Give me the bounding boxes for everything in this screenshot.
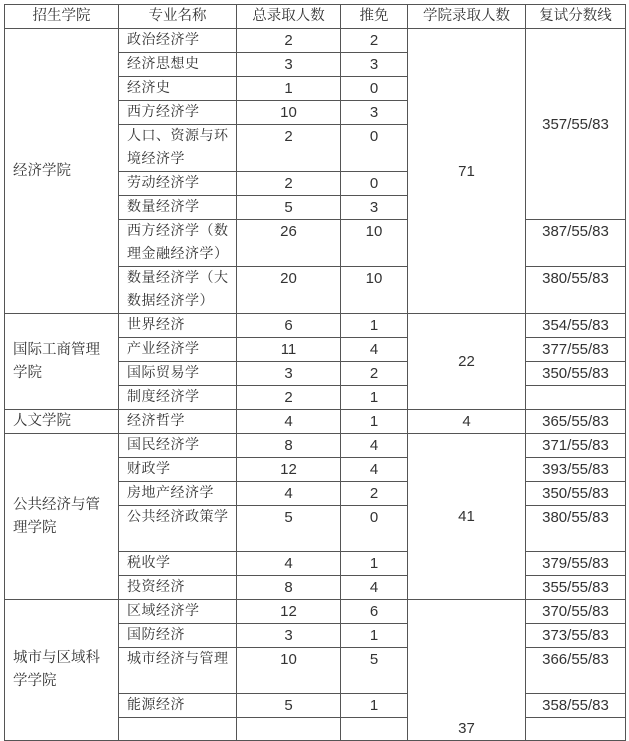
- header-major: 专业名称: [119, 5, 237, 29]
- major-name: 房地产经济学: [119, 482, 237, 506]
- retest-score: 387/55/83: [526, 220, 626, 267]
- college-name: 城市与区域科学学院: [5, 600, 119, 741]
- table-row: [5, 600, 626, 624]
- recommended: [341, 718, 408, 741]
- total-admitted: 4: [237, 482, 341, 506]
- recommended: 4: [341, 458, 408, 482]
- college-admitted: 41: [408, 434, 526, 600]
- recommended: 1: [341, 552, 408, 576]
- retest-score: 370/55/83: [526, 600, 626, 624]
- recommended: 1: [341, 386, 408, 410]
- major-name: 国防经济: [119, 624, 237, 648]
- recommended: 1: [341, 314, 408, 338]
- admissions-table: [4, 4, 626, 741]
- recommended: 1: [341, 624, 408, 648]
- total-admitted: 11: [237, 338, 341, 362]
- major-name: 产业经济学: [119, 338, 237, 362]
- major-name: 能源经济: [119, 694, 237, 718]
- recommended: 4: [341, 576, 408, 600]
- major-name: 人口、资源与环境经济学: [119, 125, 237, 172]
- college-admitted: 22: [408, 314, 526, 410]
- major-name: 税收学: [119, 552, 237, 576]
- total-admitted: 10: [237, 648, 341, 694]
- total-admitted: 12: [237, 600, 341, 624]
- total-admitted: 3: [237, 624, 341, 648]
- major-name: 西方经济学: [119, 101, 237, 125]
- major-name: 劳动经济学: [119, 172, 237, 196]
- total-admitted: 10: [237, 101, 341, 125]
- total-admitted: [237, 718, 341, 741]
- retest-score: 380/55/83: [526, 506, 626, 552]
- header-college-admitted: 学院录取人数: [408, 5, 526, 29]
- retest-score: 371/55/83: [526, 434, 626, 458]
- retest-score: 366/55/83: [526, 648, 626, 694]
- major-name: 经济哲学: [119, 410, 237, 434]
- total-admitted: 6: [237, 314, 341, 338]
- retest-score: 393/55/83: [526, 458, 626, 482]
- total-admitted: 1: [237, 77, 341, 101]
- major-name: 数量经济学: [119, 196, 237, 220]
- total-admitted: 3: [237, 53, 341, 77]
- recommended: 10: [341, 220, 408, 267]
- recommended: 6: [341, 600, 408, 624]
- major-name: 公共经济政策学: [119, 506, 237, 552]
- major-name: 城市经济与管理: [119, 648, 237, 694]
- total-admitted: 8: [237, 434, 341, 458]
- total-admitted: 5: [237, 196, 341, 220]
- table-row: [5, 410, 626, 434]
- recommended: 4: [341, 338, 408, 362]
- major-name: 财政学: [119, 458, 237, 482]
- recommended: 1: [341, 410, 408, 434]
- college-admitted: 4: [408, 410, 526, 434]
- table-row: [5, 29, 626, 53]
- table-row: [5, 434, 626, 458]
- college-name: 公共经济与管理学院: [5, 434, 119, 600]
- major-name: 世界经济: [119, 314, 237, 338]
- recommended: 2: [341, 482, 408, 506]
- recommended: 3: [341, 101, 408, 125]
- total-admitted: 3: [237, 362, 341, 386]
- retest-score: 354/55/83: [526, 314, 626, 338]
- college-name: 人文学院: [5, 410, 119, 434]
- total-admitted: 2: [237, 172, 341, 196]
- retest-score: 350/55/83: [526, 482, 626, 506]
- recommended: 0: [341, 125, 408, 172]
- total-admitted: 2: [237, 125, 341, 172]
- major-name: 投资经济: [119, 576, 237, 600]
- retest-score: 379/55/83: [526, 552, 626, 576]
- recommended: 10: [341, 267, 408, 314]
- retest-score: 373/55/83: [526, 624, 626, 648]
- recommended: 2: [341, 362, 408, 386]
- total-admitted: 2: [237, 29, 341, 53]
- major-name: 制度经济学: [119, 386, 237, 410]
- major-name: 经济史: [119, 77, 237, 101]
- header-college: 招生学院: [5, 5, 119, 29]
- major-name: 西方经济学（数理金融经济学）: [119, 220, 237, 267]
- recommended: 0: [341, 506, 408, 552]
- recommended: 4: [341, 434, 408, 458]
- retest-score: 377/55/83: [526, 338, 626, 362]
- major-name: 经济思想史: [119, 53, 237, 77]
- recommended: 3: [341, 196, 408, 220]
- header-total-admitted: 总录取人数: [237, 5, 341, 29]
- total-admitted: 5: [237, 694, 341, 718]
- major-name: 区域经济学: [119, 600, 237, 624]
- recommended: 0: [341, 172, 408, 196]
- header-row: [5, 5, 626, 29]
- recommended: 3: [341, 53, 408, 77]
- college-admitted: 37: [408, 600, 526, 741]
- college-name: 经济学院: [5, 29, 119, 314]
- college-admitted: 71: [408, 29, 526, 314]
- retest-score: [526, 718, 626, 741]
- retest-score: [526, 386, 626, 410]
- total-admitted: 20: [237, 267, 341, 314]
- college-name: 国际工商管理学院: [5, 314, 119, 410]
- recommended: 5: [341, 648, 408, 694]
- recommended: 1: [341, 694, 408, 718]
- retest-score: 358/55/83: [526, 694, 626, 718]
- total-admitted: 26: [237, 220, 341, 267]
- retest-score: 380/55/83: [526, 267, 626, 314]
- major-name: [119, 718, 237, 741]
- total-admitted: 4: [237, 552, 341, 576]
- retest-score: 355/55/83: [526, 576, 626, 600]
- total-admitted: 5: [237, 506, 341, 552]
- recommended: 2: [341, 29, 408, 53]
- retest-score: 350/55/83: [526, 362, 626, 386]
- header-retest-score: 复试分数线: [526, 5, 626, 29]
- retest-score: 357/55/83: [526, 29, 626, 220]
- recommended: 0: [341, 77, 408, 101]
- total-admitted: 2: [237, 386, 341, 410]
- retest-score: 365/55/83: [526, 410, 626, 434]
- total-admitted: 12: [237, 458, 341, 482]
- table-row: [5, 314, 626, 338]
- header-recommended: 推免: [341, 5, 408, 29]
- major-name: 数量经济学（大数据经济学）: [119, 267, 237, 314]
- major-name: 政治经济学: [119, 29, 237, 53]
- total-admitted: 8: [237, 576, 341, 600]
- major-name: 国际贸易学: [119, 362, 237, 386]
- total-admitted: 4: [237, 410, 341, 434]
- major-name: 国民经济学: [119, 434, 237, 458]
